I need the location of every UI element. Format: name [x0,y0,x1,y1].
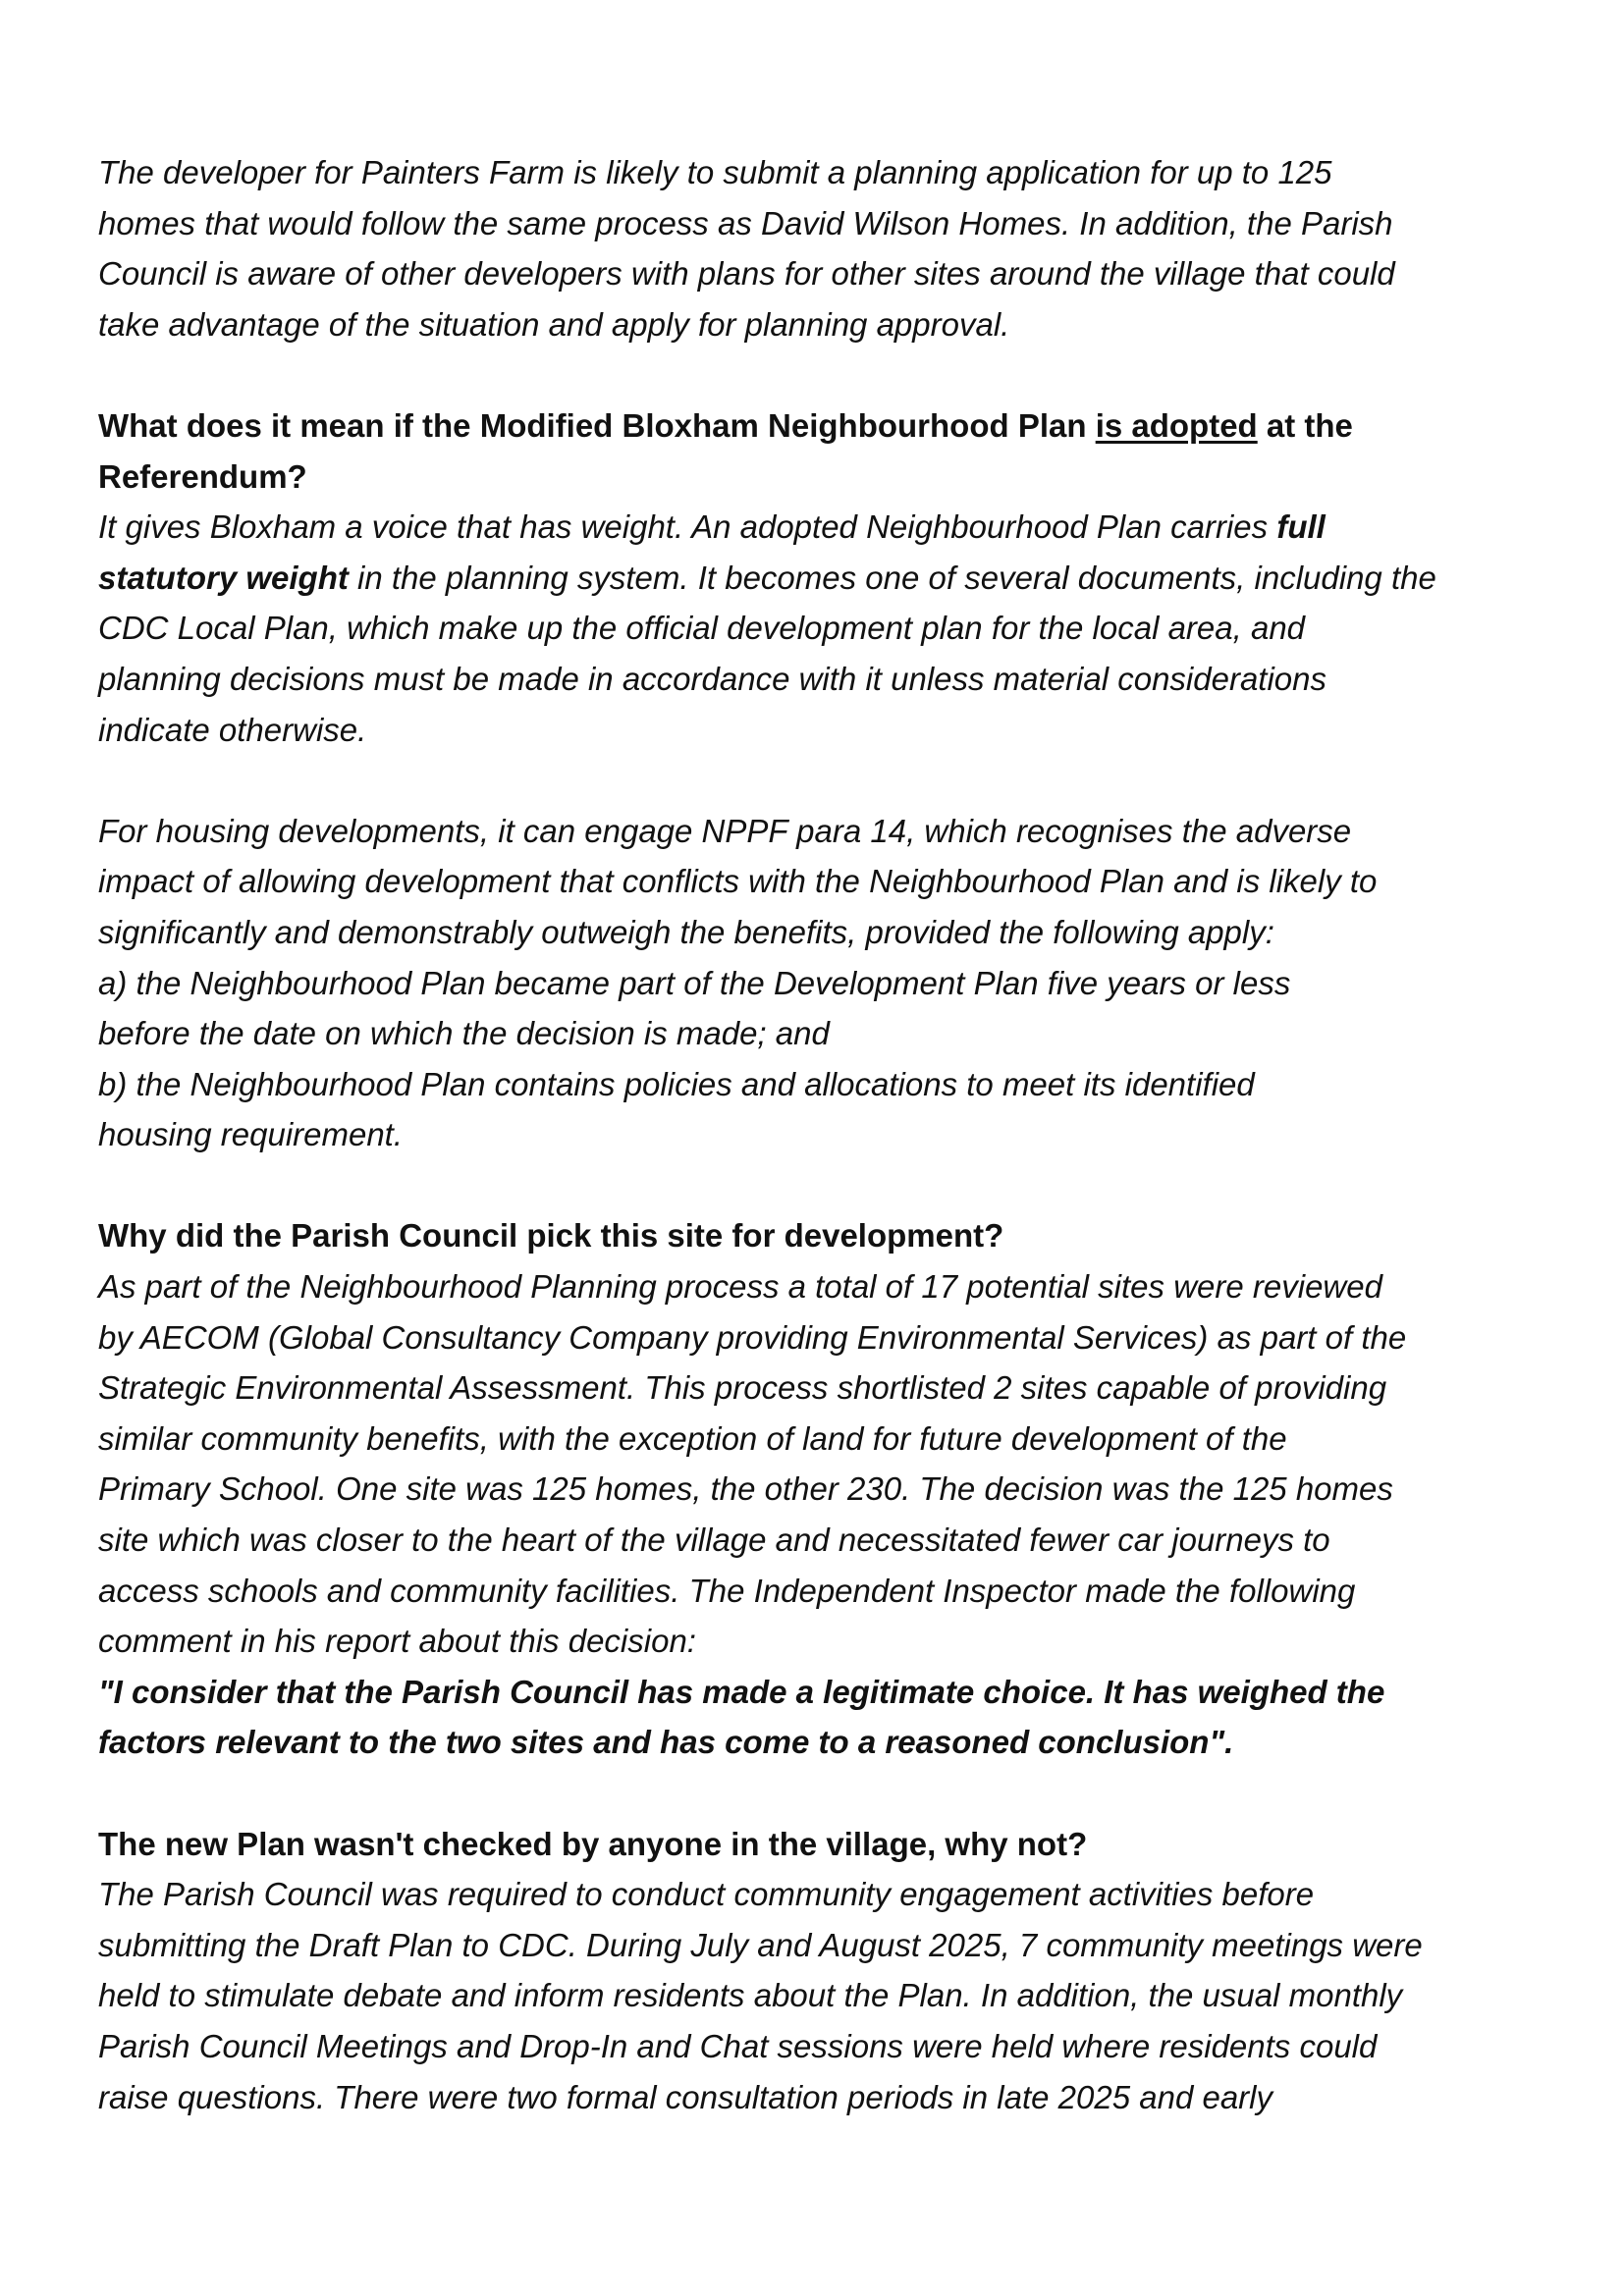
text-line: As part of the Neighbourhood Planning process a total of 17 potential sites were reviewed [98,1268,1382,1306]
quote-line: factors relevant to the two sites and has come to a reasoned conclusion". [98,1724,1234,1761]
heading-text: at the [1257,406,1353,444]
checked-paragraph [98,1869,1551,2122]
adopted-paragraph-2 [98,806,1551,1160]
document-page [98,147,1551,2122]
text-line: Parish Council Meetings and Drop-In and Chat sessions were held where residents could [98,2027,1378,2064]
text-line: housing requirement. [98,1116,404,1153]
adopted-paragraph-1 [98,502,1551,755]
text-line: impact of allowing development that conflicts with the Neighbourhood Plan and is likely to [98,863,1378,900]
section-heading-checked [98,1819,1551,1870]
paragraph-gap [98,1160,1551,1211]
text-line: submitting the Draft Plan to CDC. During July and August 2025, 7 community meetings were [98,1926,1423,1963]
text-line: Primary School. One site was 125 homes, the other 230. The decision was the 125 homes [98,1470,1393,1508]
heading-underlined-text: is adopted [1095,406,1258,444]
text-line: before the date on which the decision is made; and [98,1015,830,1052]
text-run: in the planning system. It becomes one of several documents, including the [348,559,1436,596]
text-line: planning decisions must be made in accordance with it unless material considerations [98,660,1327,697]
paragraph-gap [98,755,1551,806]
text-line: raise questions. There were two formal consultation periods in late 2025 and early [98,2078,1272,2115]
text-line: Council is aware of other developers with plans for other sites around the village that could [98,255,1395,293]
text-line: held to stimulate debate and inform residents about the Plan. In addition, the usual monthly [98,1977,1403,2014]
text-line: For housing developments, it can engage NPPF para 14, which recognises the adverse [98,812,1352,849]
inspector-quote [98,1667,1551,1768]
text-line: significantly and demonstrably outweigh the benefits, provided the following apply: [98,913,1274,950]
text-line: comment in his report about this decision: [98,1623,696,1660]
heading-line: The new Plan wasn't checked by anyone in the village, why not? [98,1825,1088,1862]
text-line [98,502,1551,553]
text-run: It gives Bloxham a voice that has weight. An adopted Neighbourhood Plan carries [98,508,1277,546]
section-heading-site-choice [98,1210,1551,1261]
heading-line [98,400,1551,452]
paragraph-gap [98,349,1551,400]
text-line: site which was closer to the heart of the village and necessitated fewer car journeys to [98,1522,1330,1559]
intro-paragraph [98,147,1551,349]
text-line: by AECOM (Global Consultancy Company providing Environmental Services) as part of the [98,1318,1407,1356]
paragraph-gap [98,1768,1551,1819]
text-line: Strategic Environmental Assessment. This process shortlisted 2 sites capable of providing [98,1369,1387,1407]
text-line: similar community benefits, with the exception of land for future development of the [98,1419,1287,1457]
emphasis-text: statutory weight [98,559,349,596]
text-line: The developer for Painters Farm is likely to submit a planning application for up to 125 [98,154,1332,190]
emphasis-text: full [1276,508,1326,546]
heading-line: Referendum? [98,457,307,495]
heading-line: Why did the Parish Council pick this site for development? [98,1217,1004,1255]
text-line: CDC Local Plan, which make up the official development plan for the local area, and [98,610,1306,647]
text-line: homes that would follow the same process as David Wilson Homes. In addition, the Parish [98,204,1393,241]
text-line: indicate otherwise. [98,711,367,748]
text-line: b) the Neighbourhood Plan contains policies and allocations to meet its identified [98,1065,1255,1102]
site-choice-paragraph [98,1261,1551,1667]
text-line: access schools and community facilities. The Independent Inspector made the following [98,1572,1356,1609]
section-heading-adopted [98,400,1551,502]
heading-text: What does it mean if the Modified Bloxham Neighbourhood Plan [98,406,1096,444]
text-line: The Parish Council was required to conduct community engagement activities before [98,1876,1315,1913]
text-line [98,553,1551,604]
text-line: take advantage of the situation and apply for planning approval. [98,305,1010,343]
quote-line: "I consider that the Parish Council has made a legitimate choice. It has weighed the [98,1673,1385,1710]
text-line: a) the Neighbourhood Plan became part of the Development Plan five years or less [98,964,1291,1001]
